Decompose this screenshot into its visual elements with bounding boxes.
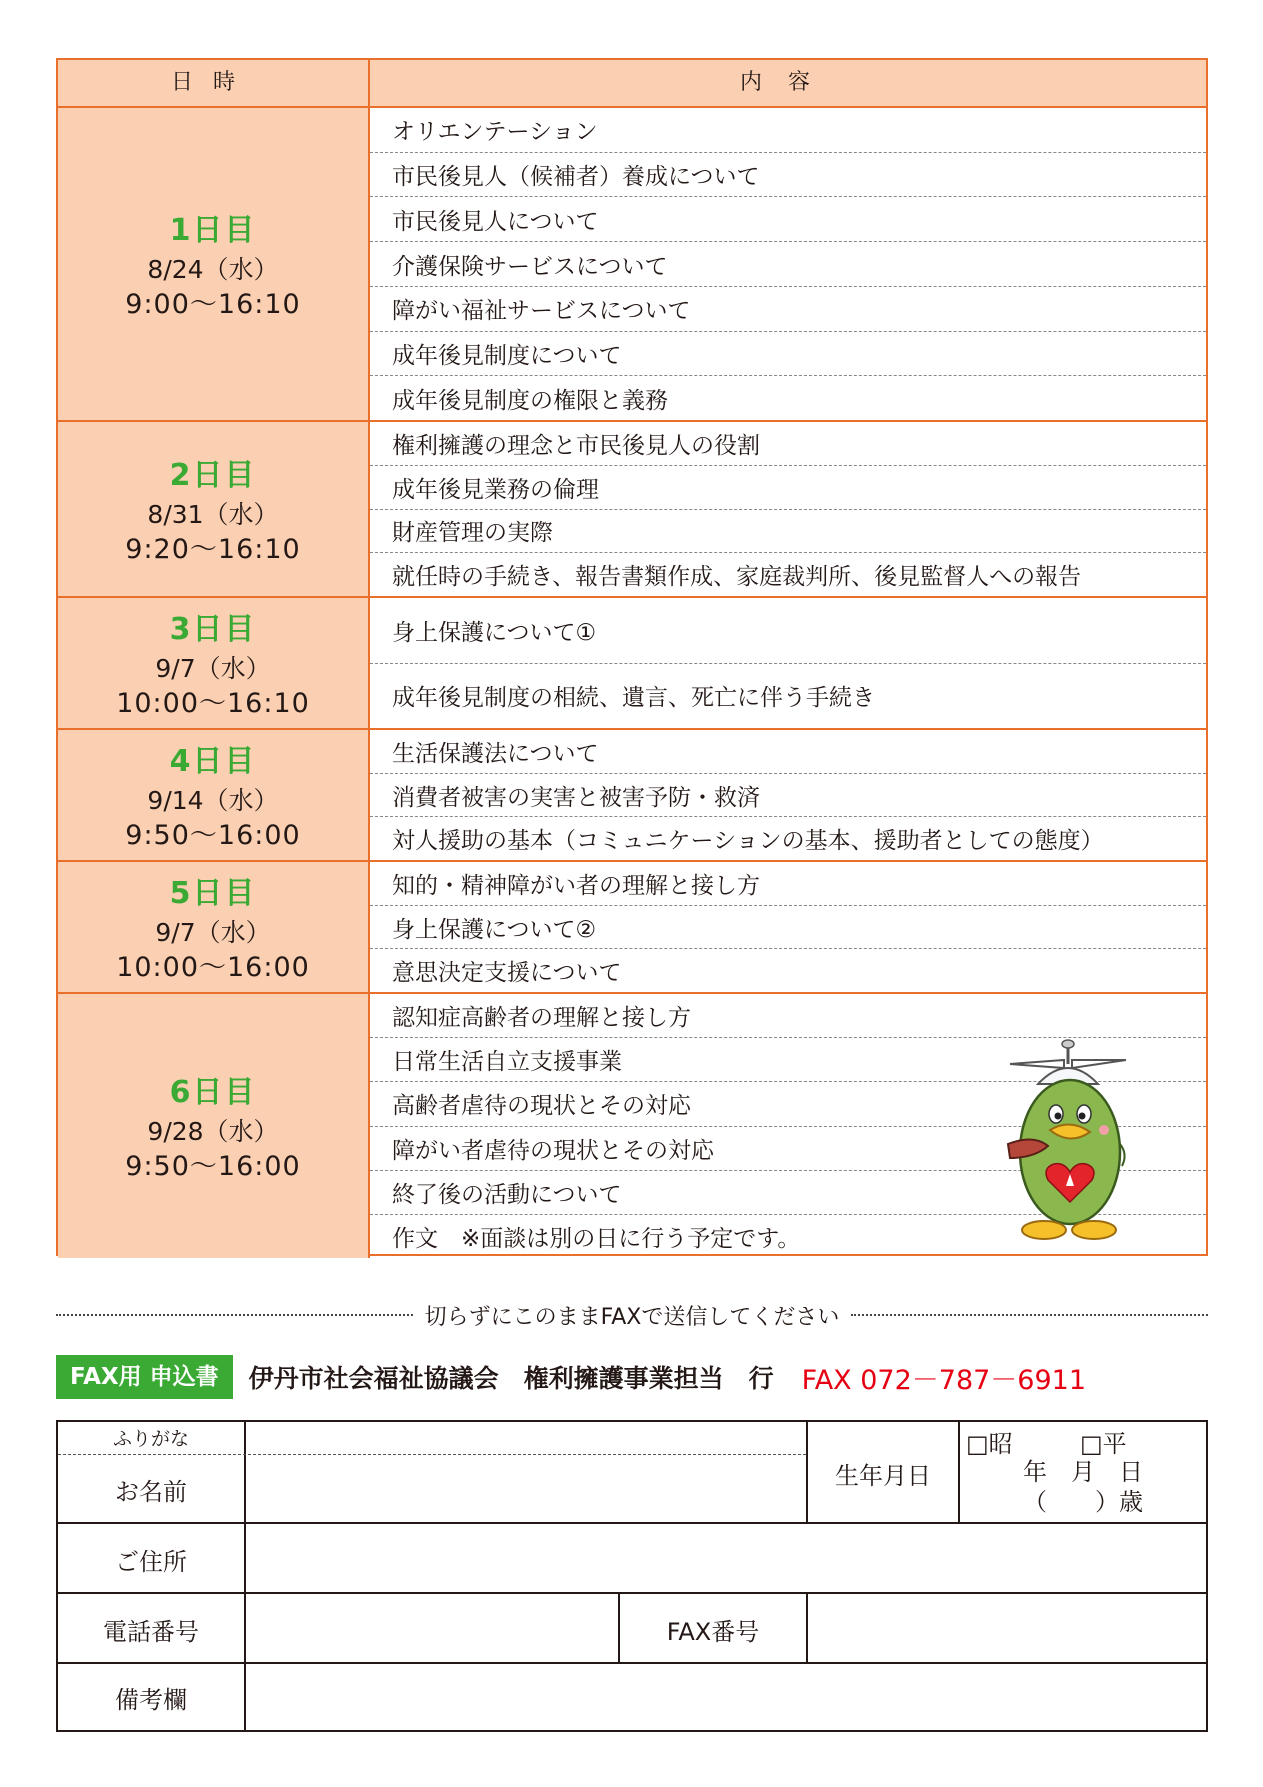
fax-number-label: FAX番号 [666, 1618, 760, 1646]
schedule-item: 意思決定支援について [392, 960, 622, 987]
birthdate-ymd: 年 月 日 [1023, 1458, 1143, 1486]
day-time: 9:50～16:00 [125, 1151, 301, 1182]
fax-header [56, 1355, 1208, 1399]
day-items [370, 730, 1206, 860]
address-input[interactable] [248, 1526, 1204, 1590]
day-cell [58, 994, 370, 1258]
schedule-item: オリエンテーション [370, 108, 1206, 153]
form-divider [58, 1662, 1206, 1664]
furigana-divider [58, 1454, 806, 1455]
day-name: 3日目 [169, 612, 257, 647]
dotted-line-left [56, 1314, 413, 1316]
application-form [56, 1420, 1208, 1732]
schedule-item: 成年後見制度について [370, 332, 1206, 377]
birthdate-label: 生年月日 [835, 1462, 931, 1490]
phone-label: 電話番号 [103, 1618, 199, 1646]
schedule-item: 身上保護について② [370, 906, 1206, 950]
fax-number: FAX 072－787－6911 [801, 1364, 1087, 1396]
day-block [58, 728, 1206, 860]
day-cell [58, 108, 370, 420]
schedule-item: 知的・精神障がい者の理解と接し方 [370, 862, 1206, 906]
schedule-item: 生活保護法について [370, 730, 1206, 774]
schedule-item: 成年後見業務の倫理 [370, 466, 1206, 510]
age-field: （ ）歳 [1023, 1488, 1143, 1516]
fax-badge: FAX用 申込書 [56, 1355, 233, 1399]
schedule-item: 認知症高齢者の理解と接し方 [370, 994, 1206, 1038]
schedule-item: 身上保護について① [370, 598, 1206, 664]
day-date: 9/14（水） [147, 786, 279, 815]
dotted-line-right [851, 1314, 1208, 1316]
schedule-item: 財産管理の実際 [370, 510, 1206, 554]
fax-destination: 伊丹市社会福祉協議会 権利擁護事業担当 行 [248, 1364, 774, 1393]
phone-input[interactable] [248, 1596, 616, 1660]
remarks-input[interactable] [248, 1666, 1204, 1728]
schedule-item: 権利擁護の理念と市民後見人の役割 [370, 422, 1206, 466]
schedule-item: 終了後の活動について [370, 1171, 1206, 1215]
name-input[interactable] [248, 1456, 804, 1520]
day-time: 10:00～16:10 [116, 688, 310, 719]
schedule-item: 日常生活自立支援事業 [370, 1038, 1206, 1082]
fax-input[interactable] [810, 1596, 1204, 1660]
day-date: 8/24（水） [147, 255, 279, 284]
day-items [370, 108, 1206, 420]
schedule-item: 対人援助の基本（コミュニケーションの基本、援助者としての態度） [392, 828, 1104, 855]
remarks-label: 備考欄 [115, 1686, 187, 1714]
day-name: 2日目 [169, 458, 257, 493]
form-divider [244, 1422, 246, 1730]
cut-line [56, 1300, 1208, 1330]
day-block [58, 420, 1206, 596]
day-name: 5日目 [169, 876, 257, 911]
day-cell [58, 862, 370, 992]
day-cell [58, 422, 370, 596]
furigana-label: ふりがな [112, 1428, 189, 1450]
schedule-item: 成年後見制度の権限と義務 [392, 387, 668, 414]
form-divider [58, 1522, 1206, 1524]
mascot-illustration [1004, 1034, 1132, 1242]
address-label: ご住所 [115, 1548, 187, 1576]
era-heisei-checkbox[interactable]: □平 [1080, 1430, 1127, 1458]
header-date-col: 日時 [58, 60, 370, 106]
day-time: 10:00～16:00 [116, 952, 310, 983]
schedule-item: 市民後見人（候補者）養成について [370, 153, 1206, 198]
day-cell [58, 730, 370, 860]
day-block [58, 108, 1206, 420]
day-name: 6日目 [169, 1075, 257, 1110]
day-items [370, 422, 1206, 596]
day-name: 4日目 [169, 744, 257, 779]
day-block [58, 860, 1206, 992]
day-time: 9:50～16:00 [125, 820, 301, 851]
day-time: 9:00～16:10 [125, 289, 301, 320]
form-divider [58, 1592, 1206, 1594]
day-cell [58, 598, 370, 728]
schedule-item: 介護保険サービスについて [370, 242, 1206, 287]
schedule-item: 作文 ※面談は別の日に行う予定です。 [392, 1225, 801, 1252]
day-items [370, 598, 1206, 728]
header-content-col: 内容 [739, 70, 836, 95]
schedule-item: 消費者被害の実害と被害予防・救済 [370, 774, 1206, 818]
schedule-item: 市民後見人について [370, 197, 1206, 242]
cut-line-text: 切らずにこのままFAXで送信してください [424, 1304, 840, 1330]
schedule-header [58, 60, 1206, 108]
schedule-item: 成年後見制度の相続、遺言、死亡に伴う手続き [392, 685, 875, 712]
day-name: 1日目 [169, 213, 257, 248]
day-block [58, 596, 1206, 728]
schedule-item: 障がい者虐待の現状とその対応 [370, 1127, 1206, 1171]
schedule-item: 障がい福祉サービスについて [370, 287, 1206, 332]
day-date: 8/31（水） [147, 500, 279, 529]
schedule-item: 高齢者虐待の現状とその対応 [370, 1082, 1206, 1126]
day-time: 9:20～16:10 [125, 534, 301, 565]
era-showa-checkbox[interactable]: □昭 [966, 1430, 1013, 1458]
form-divider [806, 1592, 808, 1662]
schedule-item: 就任時の手続き、報告書類作成、家庭裁判所、後見監督人への報告 [392, 564, 1082, 591]
name-label: お名前 [115, 1478, 187, 1506]
day-date: 9/28（水） [147, 1117, 279, 1146]
day-date: 9/7（水） [155, 654, 271, 683]
day-date: 9/7（水） [155, 918, 271, 947]
furigana-input[interactable] [248, 1424, 804, 1454]
day-items [370, 862, 1206, 992]
